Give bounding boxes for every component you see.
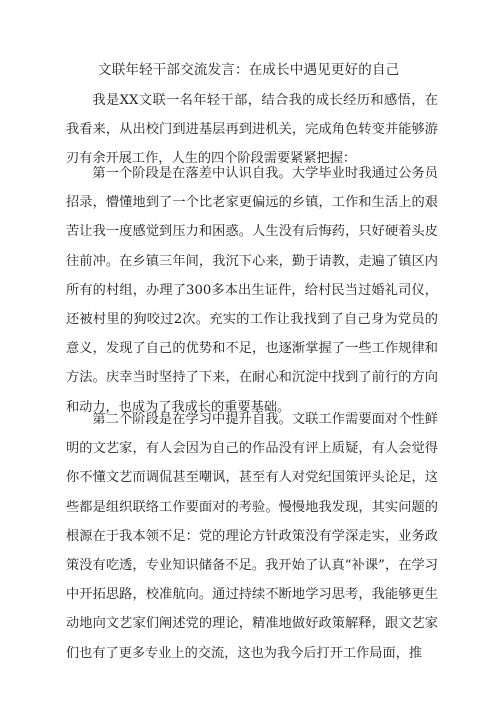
paragraph-intro: 我是XX文联一名年轻干部，结合我的成长经历和感悟，在我看来，从出校门到进基层再到进机关，完成角色转变并能够游刃有余开展工作，人生的四个阶段需要紧紧把握： [66,93,438,167]
paragraph-stage-one: 第一个阶段是在落差中认识自我。大学毕业时我通过公务员招录，懵懂地到了一个比老家更偏远的乡镇，工作和生活上的艰苦让我一度感觉到压力和困惑。人生没有后悔药，只好硬着头皮往前冲。在乡镇三年间，我沉下心来，勤于请教，走遍了镇区内所有的村组，办理了300多本出生证件，给村民当过婚礼司仪，还被村里的狗咬过2次。充实的工作让我找到了自己身为党员的意义，发现了自己的优势和不足，也逐渐掌握了一些工作规律和方法。庆幸当时坚持了下来，在耐心和沉淀中找到了前行的方向和动力，也成为了我成长的重要基础。 [66,166,438,415]
paragraph-stage-two: 第二个阶段是在学习中提升自我。文联工作需要面对个性鲜明的文艺家，有人会因为自己的作品没有评上质疑，有人会觉得你不懂文艺而调侃甚至嘲讽，甚至有人对党纪国策评头论足，这些都是组织联络工作要面对的考验。慢慢地我发现，其实问题的根源在于我本领不足：党的理论方针政策没有学深走实，业务政策没有吃透，专业知识储备不足。我开始了认真“补课”，在学习中开拓思路，校准航向。通过持续不断地学习思考，我能够更生动地向文艺家们阐述党的理论，精准地做好政策解释，跟文艺家们也有了更多专业上的交流，这也为我今后打开工作局面，推 [66,412,438,661]
document-title: 文联年轻干部交流发言：在成长中遇见更好的自己 [98,62,400,78]
